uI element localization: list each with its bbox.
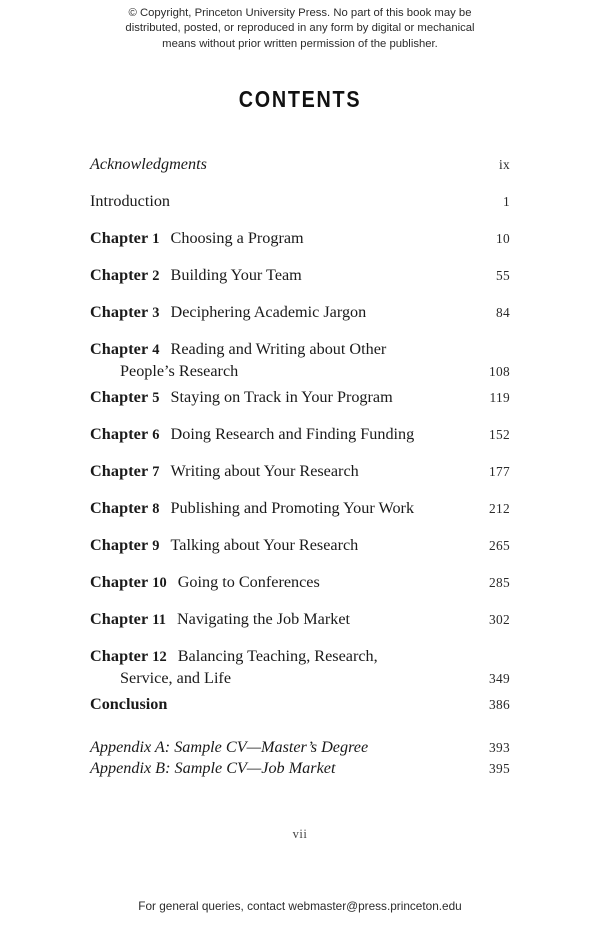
toc-page-number: 212 bbox=[489, 501, 510, 516]
copyright-line-2: distributed, posted, or reproduced in any form by digital or mechanical bbox=[125, 22, 475, 35]
toc-page-number: 349 bbox=[489, 671, 510, 686]
chapter-label: Chapter bbox=[90, 266, 149, 284]
toc-entry-title: Appendix B: Sample CV—Job Market bbox=[90, 759, 336, 777]
chapter-number: 8 bbox=[152, 501, 160, 517]
toc-row bbox=[90, 461, 510, 483]
toc-page-number: 1 bbox=[503, 194, 510, 209]
toc-entry-title: Choosing a Program bbox=[170, 229, 304, 247]
toc-entry-title-continued: Service, and Life bbox=[120, 669, 232, 687]
toc-entry-title: Balancing Teaching, Research, bbox=[177, 647, 378, 665]
toc-entry-title: Navigating the Job Market bbox=[176, 610, 351, 628]
table-of-contents bbox=[90, 154, 510, 779]
folio-page-number: vii bbox=[292, 827, 308, 841]
chapter-number: 1 bbox=[152, 231, 160, 247]
toc-page-number: 265 bbox=[489, 538, 510, 553]
toc-page-number: 177 bbox=[489, 464, 510, 479]
toc-row bbox=[90, 228, 510, 250]
chapter-label: Chapter bbox=[90, 340, 149, 358]
toc-entry-title: Talking about Your Research bbox=[170, 536, 359, 554]
general-queries-footer: For general queries, contact webmaster@press.princeton.edu bbox=[138, 899, 462, 913]
toc-row bbox=[90, 609, 510, 631]
toc-entry-title: Introduction bbox=[90, 192, 171, 210]
toc-entry-title: Deciphering Academic Jargon bbox=[170, 303, 367, 321]
chapter-label: Chapter bbox=[90, 229, 149, 247]
toc-entry-title: Doing Research and Finding Funding bbox=[170, 425, 415, 443]
chapter-number: 6 bbox=[152, 427, 160, 443]
toc-entry-acknowledgments[interactable] bbox=[90, 154, 510, 175]
chapter-number: 2 bbox=[152, 268, 160, 284]
toc-row bbox=[90, 265, 510, 287]
toc-page-number: 302 bbox=[489, 612, 510, 627]
chapter-label: Chapter bbox=[90, 573, 149, 591]
toc-page-number: 393 bbox=[489, 740, 510, 755]
toc-entry-appendix-b[interactable] bbox=[90, 758, 510, 779]
toc-page-number: 108 bbox=[489, 364, 510, 379]
toc-page-number: 152 bbox=[489, 427, 510, 442]
toc-page-number: 386 bbox=[489, 697, 510, 712]
toc-entry-chapter-11[interactable] bbox=[90, 609, 510, 631]
toc-entry-title: Appendix A: Sample CV—Master’s Degree bbox=[90, 738, 369, 756]
toc-page-number: 55 bbox=[496, 268, 510, 283]
toc-row bbox=[90, 535, 510, 557]
toc-page-number: 119 bbox=[489, 390, 510, 405]
toc-page-number: 10 bbox=[496, 231, 510, 246]
toc-entry-title-continued: People’s Research bbox=[120, 362, 239, 380]
chapter-label: Chapter bbox=[90, 462, 149, 480]
toc-row bbox=[90, 694, 510, 715]
chapter-number: 3 bbox=[152, 305, 160, 321]
chapter-number: 9 bbox=[152, 538, 160, 554]
toc-page-number: 84 bbox=[496, 305, 510, 320]
toc-entry-title: Building Your Team bbox=[170, 266, 302, 284]
chapter-label: Chapter bbox=[90, 499, 149, 517]
toc-row-continuation bbox=[90, 668, 510, 689]
chapter-number: 5 bbox=[152, 390, 160, 406]
chapter-label: Chapter bbox=[90, 388, 149, 406]
chapter-label: Chapter bbox=[90, 536, 149, 554]
copyright-line-1: © Copyright, Princeton University Press. No part of this book may be bbox=[128, 7, 472, 19]
toc-entry-title: Conclusion bbox=[90, 695, 168, 713]
toc-row bbox=[90, 191, 510, 212]
toc-row bbox=[90, 154, 510, 175]
chapter-label: Chapter bbox=[90, 610, 149, 628]
toc-entry-chapter-2[interactable] bbox=[90, 265, 510, 287]
toc-row bbox=[90, 387, 510, 409]
toc-entry-chapter-8[interactable] bbox=[90, 498, 510, 520]
toc-row bbox=[90, 498, 510, 520]
page-title: CONTENTS bbox=[238, 86, 362, 112]
toc-entry-chapter-5[interactable] bbox=[90, 387, 510, 409]
toc-entry-chapter-6[interactable] bbox=[90, 424, 510, 446]
toc-entry-chapter-4[interactable] bbox=[90, 339, 510, 382]
copyright-line-3: means without prior written permission of the publisher. bbox=[162, 37, 438, 50]
toc-entry-chapter-3[interactable] bbox=[90, 302, 510, 324]
toc-entry-title: Publishing and Promoting Your Work bbox=[170, 499, 415, 517]
toc-entry-title: Reading and Writing about Other bbox=[170, 340, 387, 358]
chapter-label: Chapter bbox=[90, 425, 149, 443]
toc-page-number: ix bbox=[498, 157, 510, 172]
chapter-number: 7 bbox=[152, 464, 160, 480]
chapter-label: Chapter bbox=[90, 303, 149, 321]
chapter-label: Chapter bbox=[90, 647, 149, 665]
toc-row bbox=[90, 758, 510, 779]
toc-entry-title: Acknowledgments bbox=[90, 155, 207, 173]
toc-entry-chapter-7[interactable] bbox=[90, 461, 510, 483]
toc-row-continuation bbox=[90, 361, 510, 382]
toc-row bbox=[90, 572, 510, 594]
chapter-number: 12 bbox=[152, 649, 167, 665]
toc-entry-title: Going to Conferences bbox=[177, 573, 320, 591]
toc-row bbox=[90, 302, 510, 324]
toc-entry-chapter-12[interactable] bbox=[90, 646, 510, 689]
toc-entry-introduction[interactable] bbox=[90, 191, 510, 212]
toc-row bbox=[90, 646, 510, 668]
toc-row bbox=[90, 339, 510, 361]
toc-entry-chapter-10[interactable] bbox=[90, 572, 510, 594]
copyright-notice bbox=[0, 6, 600, 52]
toc-row bbox=[90, 737, 510, 758]
toc-entry-chapter-9[interactable] bbox=[90, 535, 510, 557]
toc-entry-title: Writing about Your Research bbox=[170, 462, 359, 480]
toc-entry-title: Staying on Track in Your Program bbox=[170, 388, 393, 406]
toc-page-number: 285 bbox=[489, 575, 510, 590]
chapter-number: 4 bbox=[152, 342, 160, 358]
toc-row bbox=[90, 424, 510, 446]
chapter-number: 11 bbox=[152, 612, 166, 628]
toc-page-number: 395 bbox=[489, 761, 510, 776]
chapter-number: 10 bbox=[152, 575, 167, 591]
toc-entry-appendix-a[interactable] bbox=[90, 737, 510, 758]
toc-entry-chapter-1[interactable] bbox=[90, 228, 510, 250]
toc-entry-conclusion[interactable] bbox=[90, 694, 510, 715]
